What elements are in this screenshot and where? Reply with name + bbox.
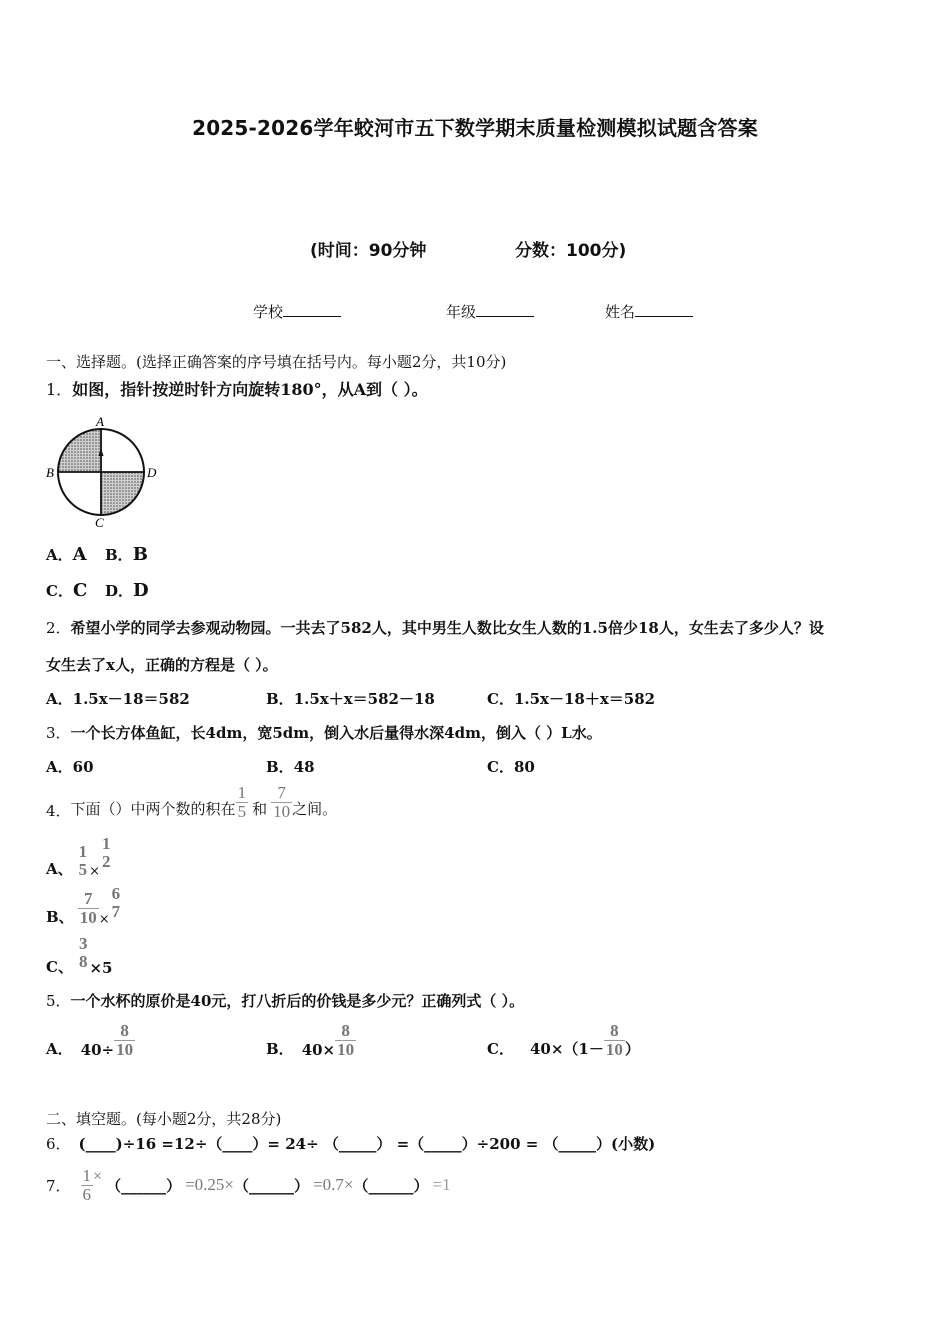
- q4-stem: [46, 784, 337, 821]
- q4-option-a-f1-numerator: 1: [78, 842, 88, 861]
- q1-option-b-value: B: [132, 544, 148, 565]
- q2-option-c-label: C．: [487, 690, 514, 708]
- q2-stem-line1: [46, 617, 824, 638]
- q3-stem: [46, 722, 602, 743]
- q4-option-b-f2-denominator: 7: [111, 901, 121, 921]
- q5-option-b-fraction: [335, 1022, 356, 1059]
- q4-option-b-label: B、: [46, 907, 74, 926]
- name-field[interactable]: [605, 301, 693, 322]
- q3-option-c[interactable]: [487, 756, 535, 777]
- q7-text-1: =0.25×: [185, 1175, 235, 1195]
- q4-text-pre: 下面（）中两个数的积在: [70, 799, 236, 818]
- q2-option-b-value: 1.5x＋x＝582－18: [293, 690, 435, 708]
- q5-option-a-fraction: [114, 1022, 135, 1059]
- name-label: 姓名: [605, 303, 636, 321]
- q4-fraction-2: [271, 784, 292, 821]
- q1-label-bottom: C: [95, 515, 104, 530]
- q7-stem: [46, 1167, 451, 1204]
- q7-text-3: =1: [432, 1175, 451, 1195]
- q4-fraction-1-denominator: 5: [237, 801, 247, 821]
- q1-stem: [46, 377, 428, 400]
- name-blank[interactable]: [635, 302, 693, 317]
- section1-heading: 一、选择题。(选择正确答案的序号填在括号内。每小题2分，共10分): [46, 353, 507, 371]
- q2-text-line1: 希望小学的同学去参观动物园。一共去了582人，其中男生人数比女生人数的1.5倍少18人，女生去了多少人？设: [70, 619, 824, 637]
- q4-option-c-fraction: [77, 935, 90, 971]
- q4-option-c[interactable]: [46, 935, 112, 977]
- q5-stem: [46, 990, 524, 1011]
- q5-option-a[interactable]: [46, 1022, 135, 1059]
- q5-option-a-denominator: 10: [116, 1039, 134, 1059]
- q4-number: 4．: [46, 801, 71, 820]
- grade-blank[interactable]: [476, 302, 534, 317]
- q3-text: 一个长方体鱼缸，长4dm，宽5dm，倒入水后量得水深4dm，倒入（ ）L水。: [70, 724, 602, 742]
- q4-option-a-f1-denominator: 5: [78, 859, 88, 879]
- q5-option-b[interactable]: [266, 1022, 356, 1059]
- q1-option-c-value: C: [72, 580, 88, 601]
- q7-denominator: 6: [82, 1184, 92, 1204]
- q3-option-c-value: 80: [513, 758, 535, 776]
- q4-text-post: 之间。: [292, 799, 338, 818]
- q6-equation: (____)÷16 =12÷（____）= 24÷ （_____） =（_____）÷200 = （_____）(小数): [78, 1135, 656, 1153]
- q3-option-a-value: 60: [72, 758, 94, 776]
- q4-option-a-f2-denominator: 2: [102, 851, 111, 871]
- q4-option-a-times: ×: [89, 863, 101, 879]
- q1-option-d-value: D: [133, 580, 149, 601]
- q5-option-b-expr: 40×: [301, 1040, 336, 1059]
- q4-option-a-label: A、: [46, 859, 73, 878]
- q4-option-a-fraction-1: [77, 843, 90, 879]
- q5-option-c-fraction: [604, 1022, 625, 1059]
- q1-label-right: D: [147, 465, 157, 480]
- q1-option-a-label: A．: [46, 546, 73, 564]
- q5-option-b-label: B．: [266, 1039, 294, 1058]
- q1-clock-figure: [44, 412, 164, 530]
- q5-text: 一个水杯的原价是40元，打八折后的价钱是多少元？正确列式（ ）。: [70, 992, 525, 1010]
- q2-option-a[interactable]: [46, 688, 190, 709]
- q5-option-a-expr: 40÷: [80, 1040, 115, 1059]
- q4-option-b-fraction-1: [78, 890, 99, 927]
- q6-stem[interactable]: [46, 1133, 655, 1154]
- q3-number: 3．: [46, 724, 71, 742]
- q2-option-c[interactable]: [487, 688, 655, 709]
- q4-text-mid: 和: [252, 799, 268, 818]
- q1-option-b[interactable]: [105, 544, 148, 565]
- q5-option-a-numerator: 8: [120, 1021, 129, 1040]
- q7-blank-2[interactable]: （______）: [234, 1176, 310, 1195]
- q1-option-c-label: C．: [46, 582, 73, 600]
- q1-number: 1．: [46, 380, 73, 399]
- q5-option-c[interactable]: [487, 1022, 640, 1059]
- q4-option-c-denominator: 8: [78, 951, 88, 971]
- q2-stem-line2: 女生去了x人，正确的方程是（ ）。: [46, 656, 278, 674]
- q1-text: 如图，指针按逆时针方向旋转180°，从A到（ ）。: [72, 380, 428, 399]
- q7-blank-1[interactable]: （______）: [106, 1176, 182, 1195]
- q3-option-c-label: C．: [487, 758, 514, 776]
- q1-option-d-label: D．: [105, 582, 134, 600]
- q7-blank-3[interactable]: （______）: [353, 1176, 429, 1195]
- q3-option-b-value: 48: [293, 758, 315, 776]
- q4-fraction-1-numerator: 1: [237, 783, 247, 802]
- q1-option-c[interactable]: [46, 580, 87, 601]
- q7-times: ×: [93, 1168, 103, 1186]
- school-label: 学校: [253, 303, 284, 321]
- school-blank[interactable]: [283, 302, 341, 317]
- q2-option-b-label: B．: [266, 690, 294, 708]
- page-title: 2025-2026学年蛟河市五下数学期末质量检测模拟试题含答案: [192, 116, 758, 140]
- q1-option-d[interactable]: [105, 580, 149, 601]
- q7-fraction: [81, 1167, 94, 1204]
- q7-numerator: 1: [82, 1166, 92, 1185]
- q4-option-c-tail: ×5: [89, 958, 113, 977]
- q1-option-a[interactable]: [46, 544, 87, 565]
- q3-option-b[interactable]: [266, 756, 315, 777]
- q2-option-a-label: A．: [46, 690, 73, 708]
- q4-option-a-f2-numerator: 1: [102, 834, 111, 853]
- school-field[interactable]: [253, 301, 341, 322]
- q4-option-b-times: ×: [98, 911, 110, 927]
- q5-option-b-numerator: 8: [341, 1021, 350, 1040]
- q5-option-c-close: ）: [624, 1039, 640, 1058]
- q4-option-b-fraction-2: [110, 885, 123, 921]
- q5-option-c-numerator: 8: [610, 1021, 619, 1040]
- q7-number: 7．: [46, 1176, 71, 1195]
- q4-option-c-numerator: 3: [78, 934, 88, 953]
- q2-option-b[interactable]: [266, 688, 435, 709]
- exam-score: 分数：100分): [515, 241, 627, 261]
- q4-option-b-f2-numerator: 6: [111, 884, 121, 903]
- q1-option-b-label: B．: [105, 546, 133, 564]
- q3-option-a[interactable]: [46, 756, 94, 777]
- q5-option-b-denominator: 10: [337, 1039, 355, 1059]
- q2-number: 2．: [46, 619, 71, 637]
- q4-option-b-f1-denominator: 10: [79, 907, 97, 927]
- q4-option-b-f1-numerator: 7: [83, 889, 93, 908]
- q3-option-a-label: A．: [46, 758, 73, 776]
- q7-text-2: =0.7×: [313, 1175, 354, 1195]
- q4-option-a[interactable]: [46, 835, 113, 879]
- q5-number: 5．: [46, 992, 71, 1010]
- q2-option-c-value: 1.5x－18＋x＝582: [513, 690, 656, 708]
- q4-option-c-label: C、: [46, 957, 73, 976]
- q1-label-left: B: [46, 465, 54, 480]
- grade-label: 年级: [446, 303, 477, 321]
- q5-option-a-label: A．: [46, 1039, 73, 1058]
- q5-option-c-denominator: 10: [605, 1039, 623, 1059]
- q1-option-a-value: A: [72, 544, 87, 565]
- q5-option-c-label: C．: [487, 1039, 514, 1058]
- q4-fraction-2-numerator: 7: [277, 783, 286, 802]
- q4-fraction-1: [236, 784, 249, 821]
- section2-heading: 二、填空题。(每小题2分，共28分): [46, 1110, 282, 1128]
- q3-option-b-label: B．: [266, 758, 294, 776]
- q1-label-top: A: [96, 414, 104, 429]
- q6-number: 6．: [46, 1135, 71, 1153]
- grade-field[interactable]: [446, 301, 534, 322]
- exam-time: (时间：90分钟: [310, 241, 427, 261]
- q2-option-a-value: 1.5x－18＝582: [72, 690, 190, 708]
- q5-option-c-expr: 40×（1－: [529, 1039, 604, 1058]
- q4-option-b[interactable]: [46, 885, 122, 927]
- q4-option-a-fraction-2: [100, 835, 113, 871]
- q4-fraction-2-denominator: 10: [273, 801, 291, 821]
